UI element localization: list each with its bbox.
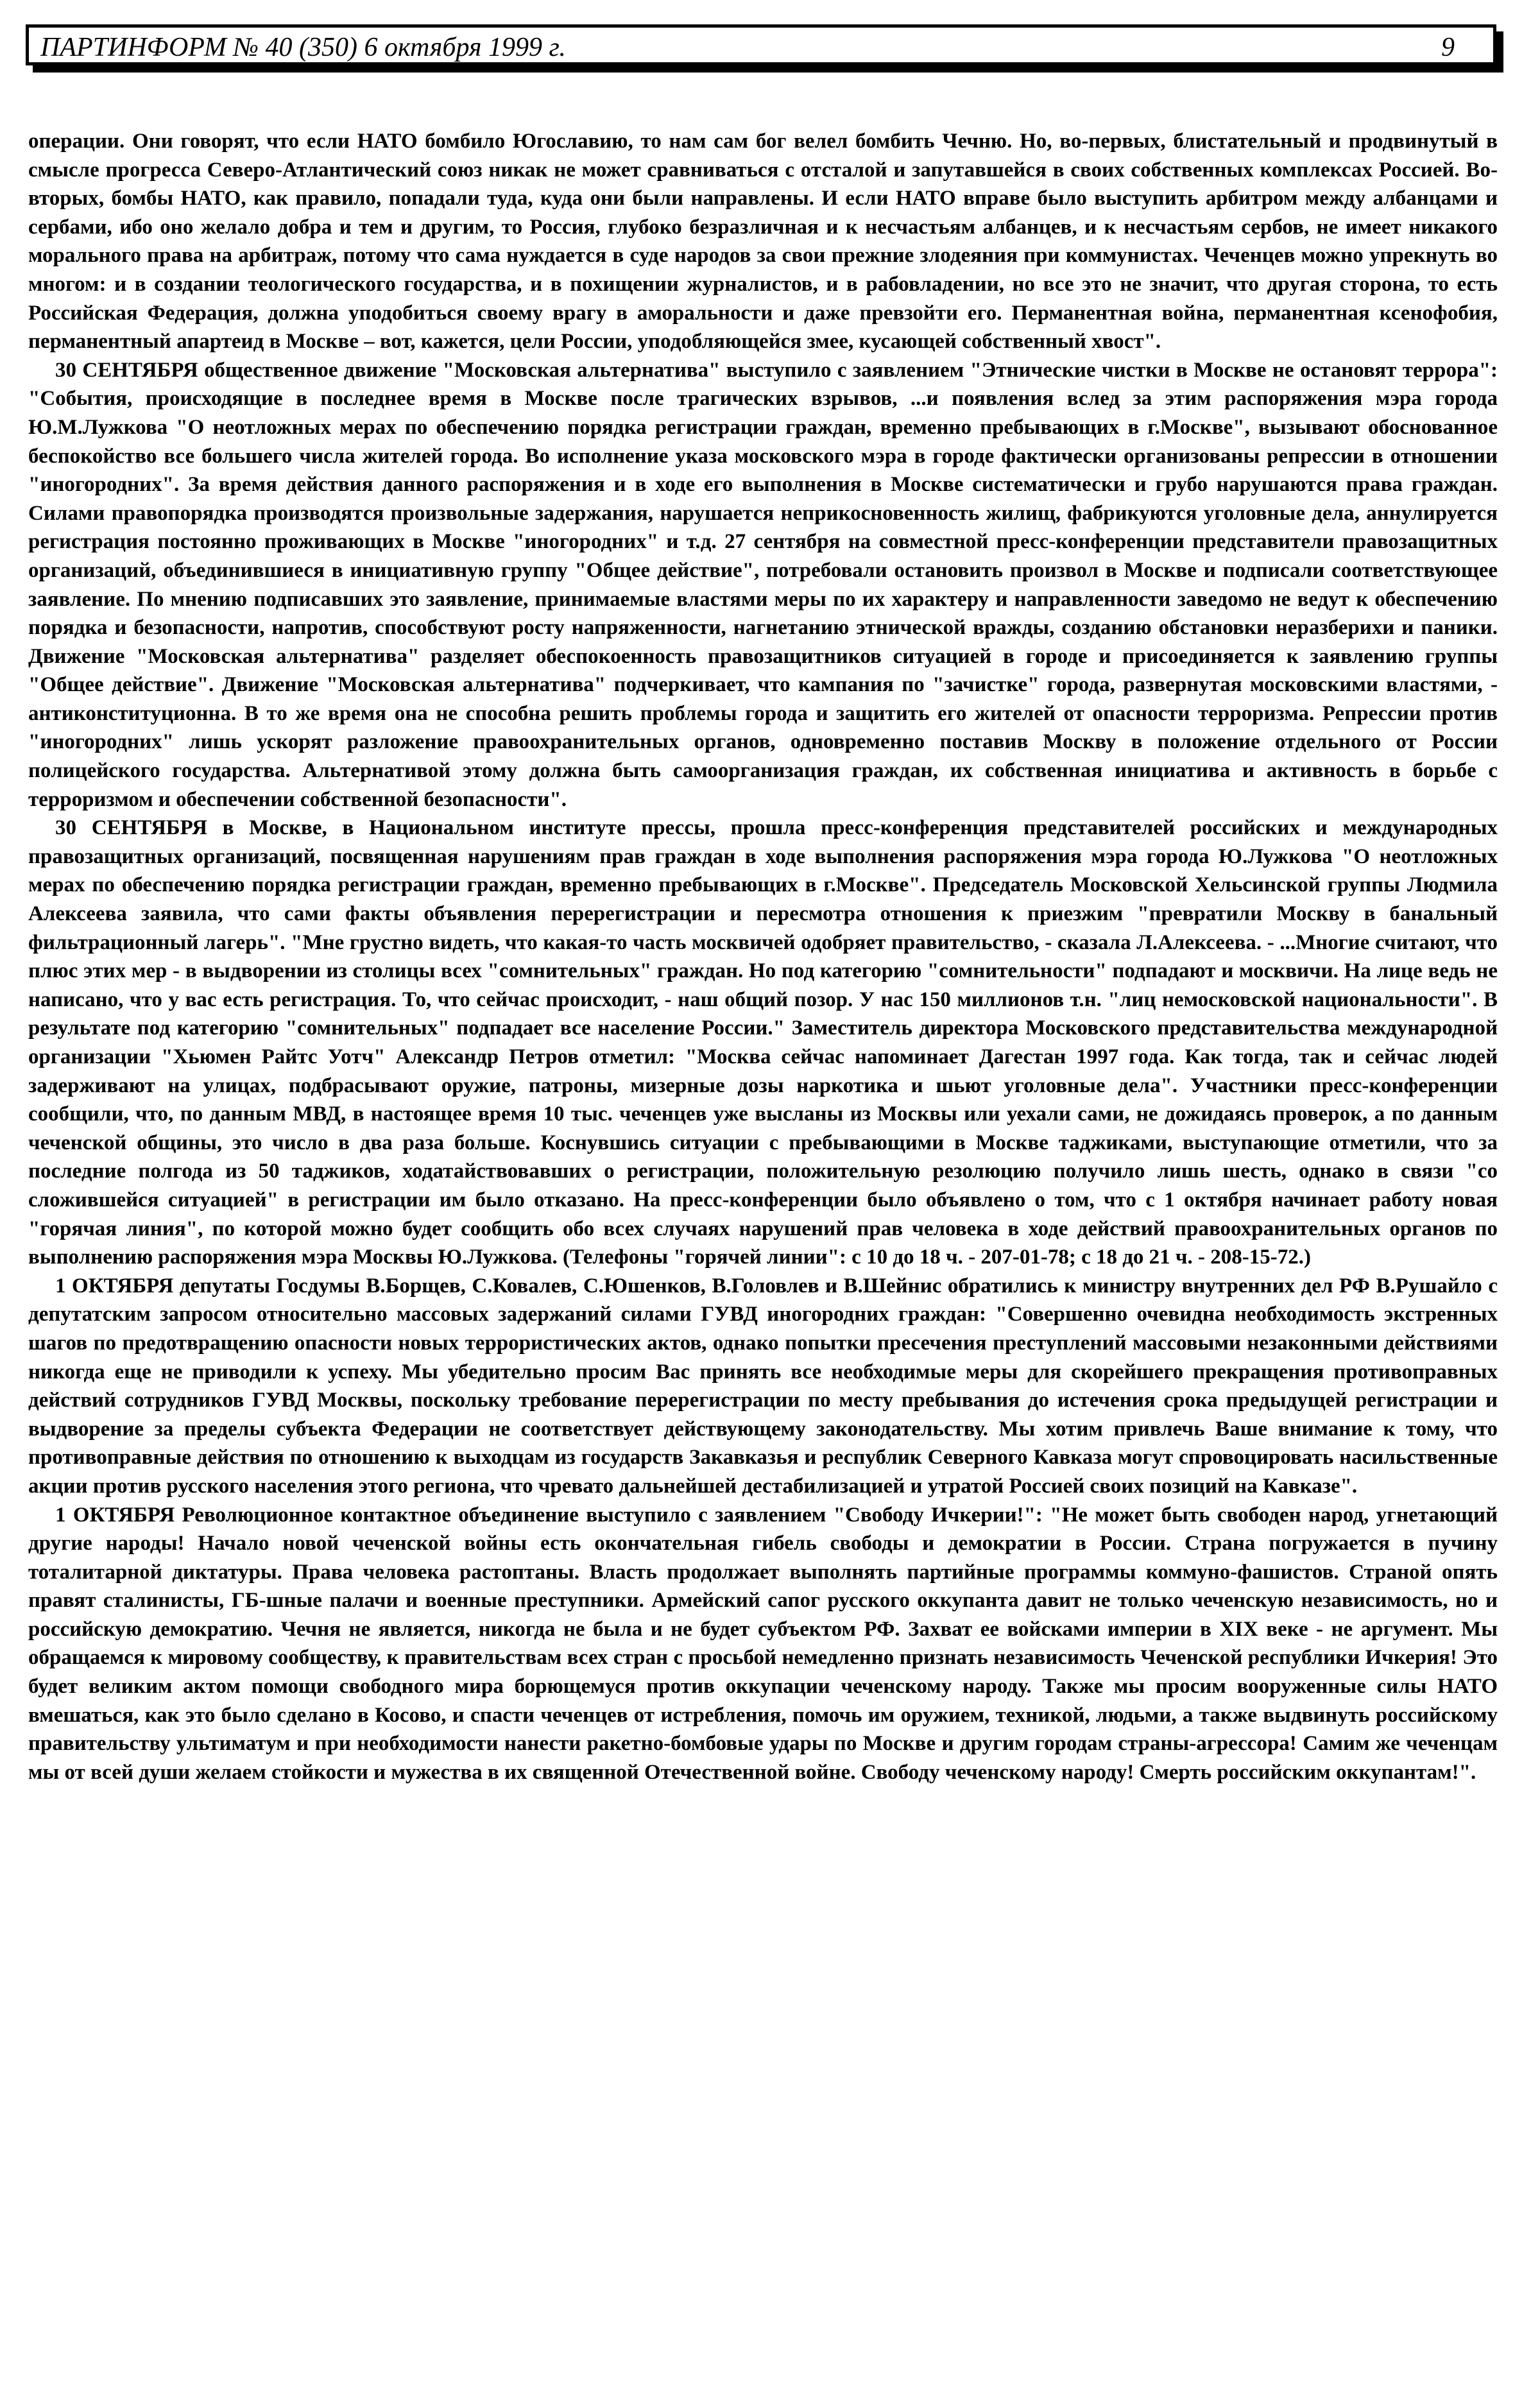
paragraph-free-ichkeria-statement: 1 ОКТЯБРЯ Революционное контактное объединение выступило с заявлением "Свободу Ичкерии!": "Не может быть свободен народ, угнетающий другие народы! Начало новой чеченской войны есть окончательная гибель свободы и демократии в России. Страна погружается в пучину тоталитарной диктатуры. Права человека растоптаны. Власть продолжает выполнять партийные программы коммуно-фашистов. Страной опять правят сталинисты, ГБ-шные палачи и военные преступники. Армейский сапог русского оккупанта давит не только чеченскую независимость, но и российскую демократию. Чечня не является, никогда не была и не будет субъектом РФ. Захват ее войсками империи в XIX веке - не аргумент. Мы обращаемся к мировому сообществу, к правительствам всех стран с просьбой немедленно признать независимость Чеченской республики Ичкерия! Это будет великим актом помощи свободного мира борющемуся против оккупации чеченскому народу. Также мы просим вооруженные силы НАТО вмешаться, как это было сделано в Косово, и спасти чеченцев от истребления, помочь им оружием, техникой, людьми, а также выдвинуть российскому правительству ультиматум и при необходимости нанести ракетно-бомбовые удары по Москве и другим городам страны-агрессора! Самим же чеченцам мы от всей души желаем стойкости и мужества в их священной Отечественной войне. Свободу чеченскому народу! Смерть российским оккупантам!". [28,1503,1498,1784]
paragraph-duma-deputies-request: 1 ОКТЯБРЯ депутаты Госдумы В.Борщев, С.Ковалев, С.Юшенков, В.Головлев и В.Шейнис обратились к министру внутренних дел РФ В.Рушайло с депутатским запросом относительно массовых задержаний силами ГУВД иногородних граждан: "Совершенно очевидна необходимость экстренных шагов по предотвращению опасности новых террористических актов, однако попытки пресечения преступлений массовыми незаконными действиями никогда еще не приводили к успеху. Мы убедительно просим Вас принять все необходимые меры для скорейшего прекращения противоправных действий сотрудников ГУВД Москвы, поскольку требование перерегистрации по месту пребывания до истечения срока предыдущей регистрации и выдворение за пределы субъекта Федерации не соответствует действующему законодательству. Мы хотим привлечь Ваше внимание к тому, что противоправные действия по отношению к выходцам из государств Закавказья и республик Северного Кавказа могут спровоцировать насильственные акции против русского населения этого региона, что чревато дальнейшей дестабилизацией и утратой Россией своих позиций на Кавказе". [28,1274,1498,1498]
page-number: 9 [1441,33,1455,62]
page-header [26,24,1496,65]
paragraph-nato-yugoslavia: операции. Они говорят, что если НАТО бомбило Югославию, то нам сам бог велел бомбить Чечню. Но, во-первых, блистательный и продвинутый в смысле прогресса Северо-Атлантический союз никак не может сравниваться с отсталой и запутавшейся в своих собственных комплексах Россией. Во-вторых, бомбы НАТО, как правило, попадали туда, куда они были направлены. И если НАТО вправе было выступить арбитром между албанцами и сербами, ибо оно желало добра и тем и другим, то Россия, глубоко безразличная и к несчастьям албанцев, и к несчастьям сербов, не имеет никакого морального права на арбитраж, потому что сама нуждается в суде народов за свои прежние злодеяния при коммунистах. Чеченцев можно упрекнуть во многом: и в создании теологического государства, и в похищении журналистов, и в рабовладении, но все это не значит, что другая сторона, то есть Российская Федерация, должна уподобиться своему врагу в аморальности и даже превзойти его. Перманентная война, перманентная ксенофобия, перманентный апартеид в Москве – вот, кажется, цели России, уподобляющейся змее, кусающей собственный хвост". [28,130,1498,354]
article-body [28,127,1498,1786]
newspaper-issue-title: ПАРТИНФОРМ № 40 (350) 6 октября 1999 г. [40,33,566,62]
paragraph-moscow-alternative-statement: 30 СЕНТЯБРЯ общественное движение "Московская альтернатива" выступило с заявлением "Этнические чистки в Москве не остановят террора": "События, происходящие в последнее время в Москве после трагических взрывов, ...и появления вслед за этим распоряжения мэра города Ю.М.Лужкова "О неотложных мерах по обеспечению порядка регистрации граждан, временно пребывающих в г.Москве", вызывают обоснованное беспокойство все большего числа жителей города. Во исполнение указа московского мэра в городе фактически организованы репрессии в отношении "иногородних". За время действия данного распоряжения и в ходе его выполнения в Москве систематически и грубо нарушаются права граждан. Силами правопорядка производятся произвольные задержания, нарушается неприкосновенность жилищ, фабрикуются уголовные дела, аннулируется регистрация постоянно проживающих в Москве "иногородних" и т.д. 27 сентября на совместной пресс-конференции представители правозащитных организаций, объединившиеся в инициативную группу "Общее действие", потребовали остановить произвол в Москве и подписали соответствующее заявление. По мнению подписавших это заявление, принимаемые властями меры по их характеру и направленности заведомо не ведут к обеспечению порядка и безопасности, напротив, способствуют росту напряженности, нагнетанию этнической вражды, созданию обстановки неразберихи и паники. Движение "Московская альтернатива" разделяет обеспокоенность правозащитников ситуацией в городе и присоединяется к заявлению группы "Общее действие". Движение "Московская альтернатива" подчеркивает, что кампания по "зачистке" города, развернутая московскими властями, - антиконституционна. В то же время она не способна решить проблемы города и защитить его жителей от опасности терроризма. Репрессии против "иногородних" лишь ускорят разложение правоохранительных органов, одновременно поставив Москву в положение отдельного от России полицейского государства. Альтернативой этому должна быть самоорганизация граждан, их собственная инициатива и активность в борьбе с терроризмом и обеспечении собственной безопасности". [28,358,1498,811]
paragraph-press-conference: 30 СЕНТЯБРЯ в Москве, в Национальном институте прессы, прошла пресс-конференция представителей российских и международных правозащитных организаций, посвященная нарушениям прав граждан в ходе выполнения распоряжения мэра города Ю.Лужкова "О неотложных мерах по обеспечению порядка регистрации граждан, временно пребывающих в г.Москве". Председатель Московской Хельсинской группы Людмила Алексеева заявила, что сами факты объявления перерегистрации и пересмотра отношения к приезжим "превратили Москву в банальный фильтрационный лагерь". "Мне грустно видеть, что какая-то часть москвичей одобряет правительство, - сказала Л.Алексеева. - ...Многие считают, что плюс этих мер - в выдворении из столицы всех "сомнительных" граждан. Но под категорию "сомнительности" подпадают и москвичи. На лице ведь не написано, что у вас есть регистрация. То, что сейчас происходит, - наш общий позор. У нас 150 миллионов т.н. "лиц немосковской национальности". В результате под категорию "сомнительных" подпадает все население России." Заместитель директора Московского представительства международной организации "Хьюмен Райтс Уотч" Александр Петров отметил: "Москва сейчас напоминает Дагестан 1997 года. Как тогда, так и сейчас людей задерживают на улицах, подбрасывают оружие, патроны, мизерные дозы наркотика и шьют уголовные дела". Участники пресс-конференции сообщили, что, по данным МВД, в настоящее время 10 тыс. чеченцев уже высланы из Москвы или уехали сами, не дожидаясь проверок, а по данным чеченской общины, это число в два раза больше. Коснувшись ситуации с пребывающими в Москве таджиками, выступающие отметили, что за последние полгода из 50 таджиков, ходатайствовавших о регистрации, положительную резолюцию получило лишь шесть, однако в связи "со сложившейся ситуацией" в регистрации им было отказано. На пресс-конференции было объявлено о том, что с 1 октября начинает работу новая "горячая линия", по которой можно будет сообщить обо всех случаях нарушений прав человека в ходе действий правоохранительных органов по выполнению распоряжения мэра Москвы Ю.Лужкова. (Телефоны "горячей линии": с 10 до 18 ч. - 207-01-78; с 18 до 21 ч. - 208-15-72.) [28,816,1498,1269]
